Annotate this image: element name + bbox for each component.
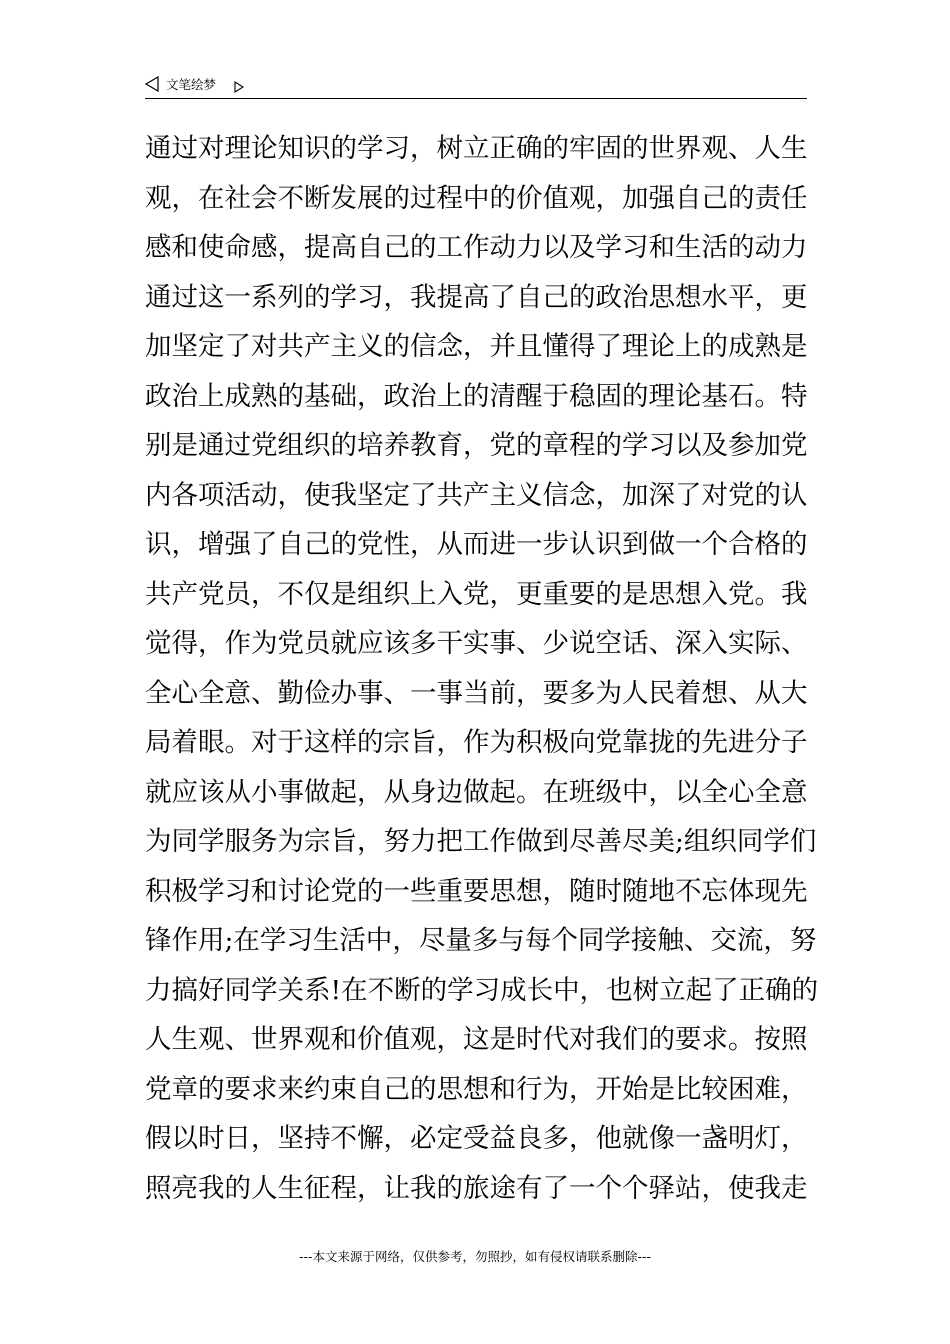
text-line: 党章的要求来约束自己的思想和行为，开始是比较困难， xyxy=(145,1073,808,1105)
text-line: 内各项活动，使我坚定了共产主义信念，加深了对党的认 xyxy=(145,479,808,511)
text-line: 识，增强了自己的党性，从而进一步认识到做一个合格的 xyxy=(145,529,808,560)
triangle-left-outline-icon xyxy=(145,76,159,92)
text-line: 共产党员，不仅是组织上入党，更重要的是思想入党。我 xyxy=(145,578,808,610)
page-header xyxy=(145,74,807,99)
text-line: 通过这一系列的学习，我提高了自己的政治思想水平，更 xyxy=(145,281,808,313)
text-line: 为同学服务为宗旨，努力把工作做到尽善尽美;组织同学们 xyxy=(145,826,817,857)
text-line: 加坚定了对共产主义的信念，并且懂得了理论上的成熟是 xyxy=(145,331,808,362)
text-line: 照亮我的人生征程，让我的旅途有了一个个驿站，使我走 xyxy=(145,1172,808,1204)
text-line: 观，在社会不断发展的过程中的价值观，加强自己的责任 xyxy=(145,182,808,214)
text-line: 就应该从小事做起，从身边做起。在班级中，以全心全意 xyxy=(145,776,808,808)
text-line: 别是通过党组织的培养教育，党的章程的学习以及参加党 xyxy=(145,430,808,461)
header-title: 文笔绘梦 xyxy=(166,77,217,92)
triangle-right-outline-icon xyxy=(234,78,244,90)
text-line: 觉得，作为党员就应该多干实事、少说空话、深入实际、 xyxy=(145,628,808,659)
text-line: 通过对理论知识的学习，树立正确的牢固的世界观、人生 xyxy=(145,133,808,164)
text-line: 政治上成熟的基础，政治上的清醒于稳固的理论基石。特 xyxy=(145,380,808,412)
text-line: 人生观、世界观和价值观，这是时代对我们的要求。按照 xyxy=(145,1024,808,1055)
text-line: 锋作用;在学习生活中，尽量多与每个同学接触、交流，努 xyxy=(145,925,817,956)
text-line: 假以时日，坚持不懈，必定受益良多，他就像一盏明灯， xyxy=(145,1123,808,1154)
body-text xyxy=(145,124,819,1213)
text-line: 力搞好同学关系!在不断的学习成长中，也树立起了正确的 xyxy=(145,974,819,1006)
text-line: 感和使命感，提高自己的工作动力以及学习和生活的动力 xyxy=(145,232,808,263)
text-line: 局着眼。对于这样的宗旨，作为积极向党靠拢的先进分子 xyxy=(145,727,808,758)
text-line: 积极学习和讨论党的一些重要思想，随时随地不忘体现先 xyxy=(145,875,808,907)
footer-disclaimer: ---本文来源于网络，仅供参考，勿照抄，如有侵权请联系删除--- xyxy=(298,1249,652,1264)
text-line: 全心全意、勤俭办事、一事当前，要多为人民着想、从大 xyxy=(145,677,808,709)
